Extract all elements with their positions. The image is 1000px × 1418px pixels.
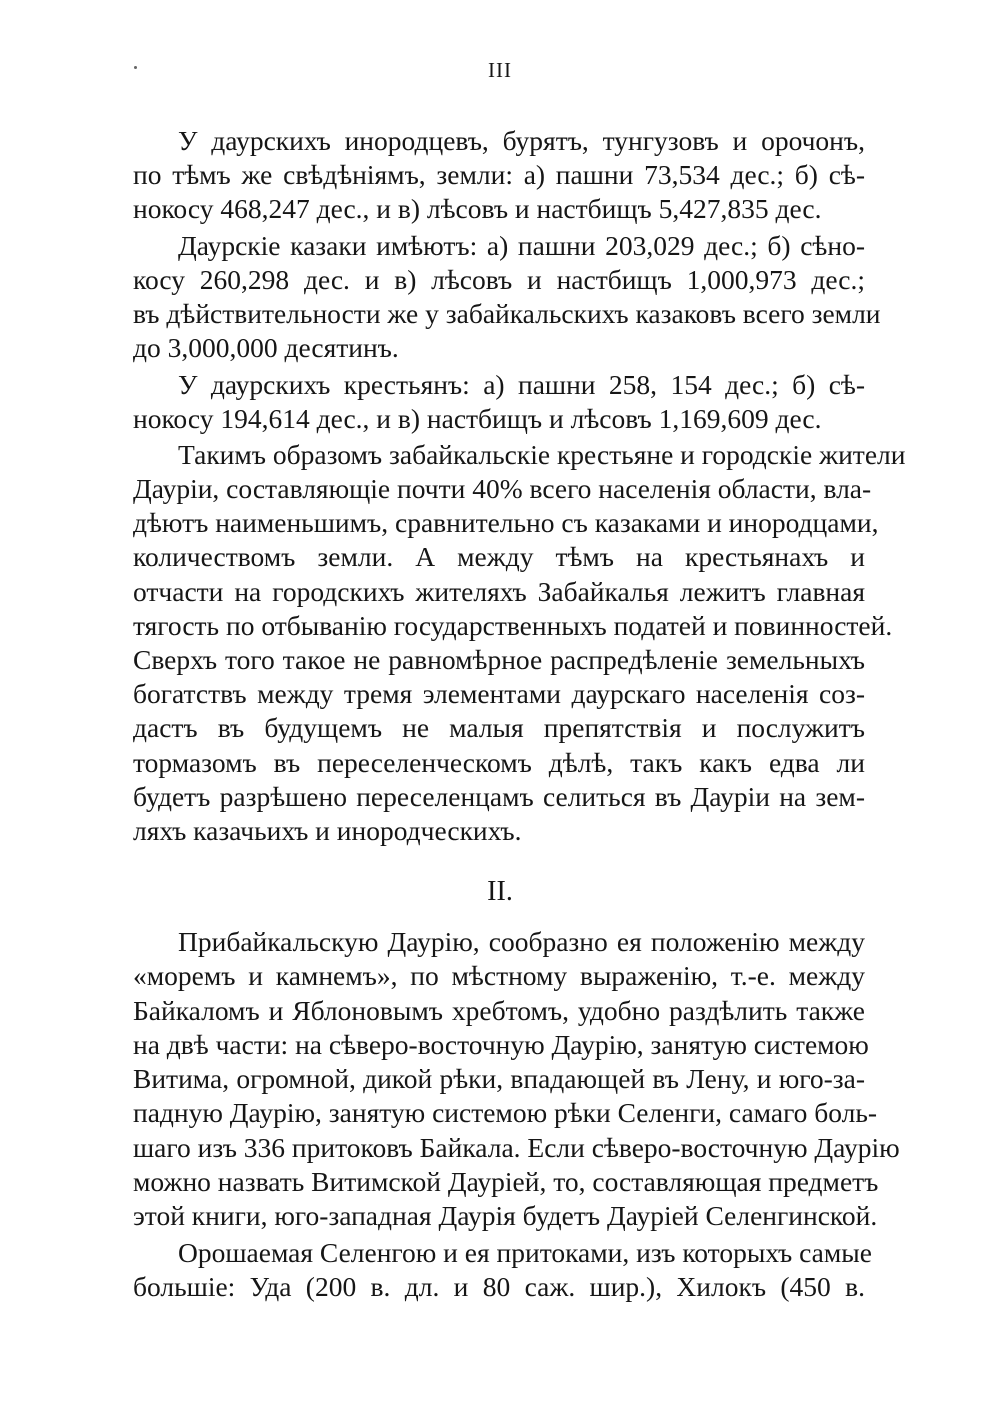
text-line: богатствъ между тремя элементами даурскаго населенія соз-	[133, 678, 865, 709]
text-line: дастъ въ будущемъ не малыя препятствія и послужитъ	[133, 712, 865, 743]
text-line: можно назвать Витимской Дауріей, то, составляющая предметъ	[133, 1166, 879, 1197]
text-line: до 3,000,000 десятинъ.	[133, 332, 399, 363]
text-line: большіе: Уда (200 в. дл. и 80 саж. шир.), Хилокъ (450 в.	[133, 1271, 865, 1302]
text-line: по тѣмъ же свѣдѣніямъ, земли: а) пашни 73,534 дес.; б) сѣ-	[133, 159, 865, 190]
text-line: количествомъ земли. А между тѣмъ на крестьянахъ и	[133, 541, 865, 572]
text-line: Даурскіе казаки имѣютъ: а) пашни 203,029 дес.; б) сѣно-	[178, 230, 865, 261]
text-line: дѣютъ наименьшимъ, сравнительно съ казаками и инородцами,	[133, 507, 879, 538]
text-line: Такимъ образомъ забайкальскіе крестьяне и городскіе жители	[178, 439, 906, 470]
text-line: Прибайкальскую Даурію, сообразно ея положенію между	[178, 926, 865, 957]
text-line: нокосу 194,614 дес., и в) настбищъ и лѣсовъ 1,169,609 дес.	[133, 403, 822, 434]
text-line: тягость по отбыванію государственныхъ податей и повинностей.	[133, 610, 893, 641]
text-line: косу 260,298 дес. и в) лѣсовъ и настбищъ 1,000,973 дес.;	[133, 264, 865, 295]
text-line: Дауріи, составляющіе почти 40% всего населенія области, вла-	[133, 473, 872, 504]
text-line: въ дѣйствительности же у забайкальскихъ казаковъ всего земли	[133, 298, 881, 329]
page-number: III	[488, 58, 512, 82]
text-line: ляхъ казачьихъ и инородческихъ.	[133, 815, 522, 846]
text-line: У даурскихъ крестьянъ: а) пашни 258, 154 дес.; б) сѣ-	[178, 369, 865, 400]
text-line: отчасти на городскихъ жителяхъ Забайкалья лежитъ главная	[133, 576, 865, 607]
text-line: тормазомъ въ переселенческомъ дѣлѣ, такъ какъ едва ли	[133, 747, 865, 778]
text-line: нокосу 468,247 дес., и в) лѣсовъ и настбищъ 5,427,835 дес.	[133, 193, 822, 224]
text-line: будетъ разрѣшено переселенцамъ селиться въ Дауріи на зем-	[133, 781, 865, 812]
text-line: Орошаемая Селенгою и ея притоками, изъ которыхъ самые	[178, 1237, 872, 1268]
text-line: Сверхъ того такое не равномѣрное распредѣленіе земельныхъ	[133, 644, 865, 675]
text-line: на двѣ части: на сѣверо-восточную Даурію, занятую системою	[133, 1029, 869, 1060]
text-line: падную Даурію, занятую системою рѣки Селенги, самаго боль-	[133, 1097, 878, 1128]
text-line: «моремъ и камнемъ», по мѣстному выраженію, т.-е. между	[133, 960, 865, 991]
text-line: Байкаломъ и Яблоновымъ хребтомъ, удобно раздѣлить также	[133, 995, 865, 1026]
section-heading: II.	[487, 876, 513, 907]
text-line: этой книги, юго-западная Даурія будетъ Дауріей Селенгинской.	[133, 1200, 878, 1231]
text-line: У даурскихъ инородцевъ, бурятъ, тунгузовъ и орочонъ,	[178, 125, 865, 156]
text-line: шаго изъ 336 притоковъ Байкала. Если сѣверо-восточную Даурію	[133, 1132, 900, 1163]
text-line: Витима, огромной, дикой рѣки, впадающей въ Лену, и юго-за-	[133, 1063, 865, 1094]
